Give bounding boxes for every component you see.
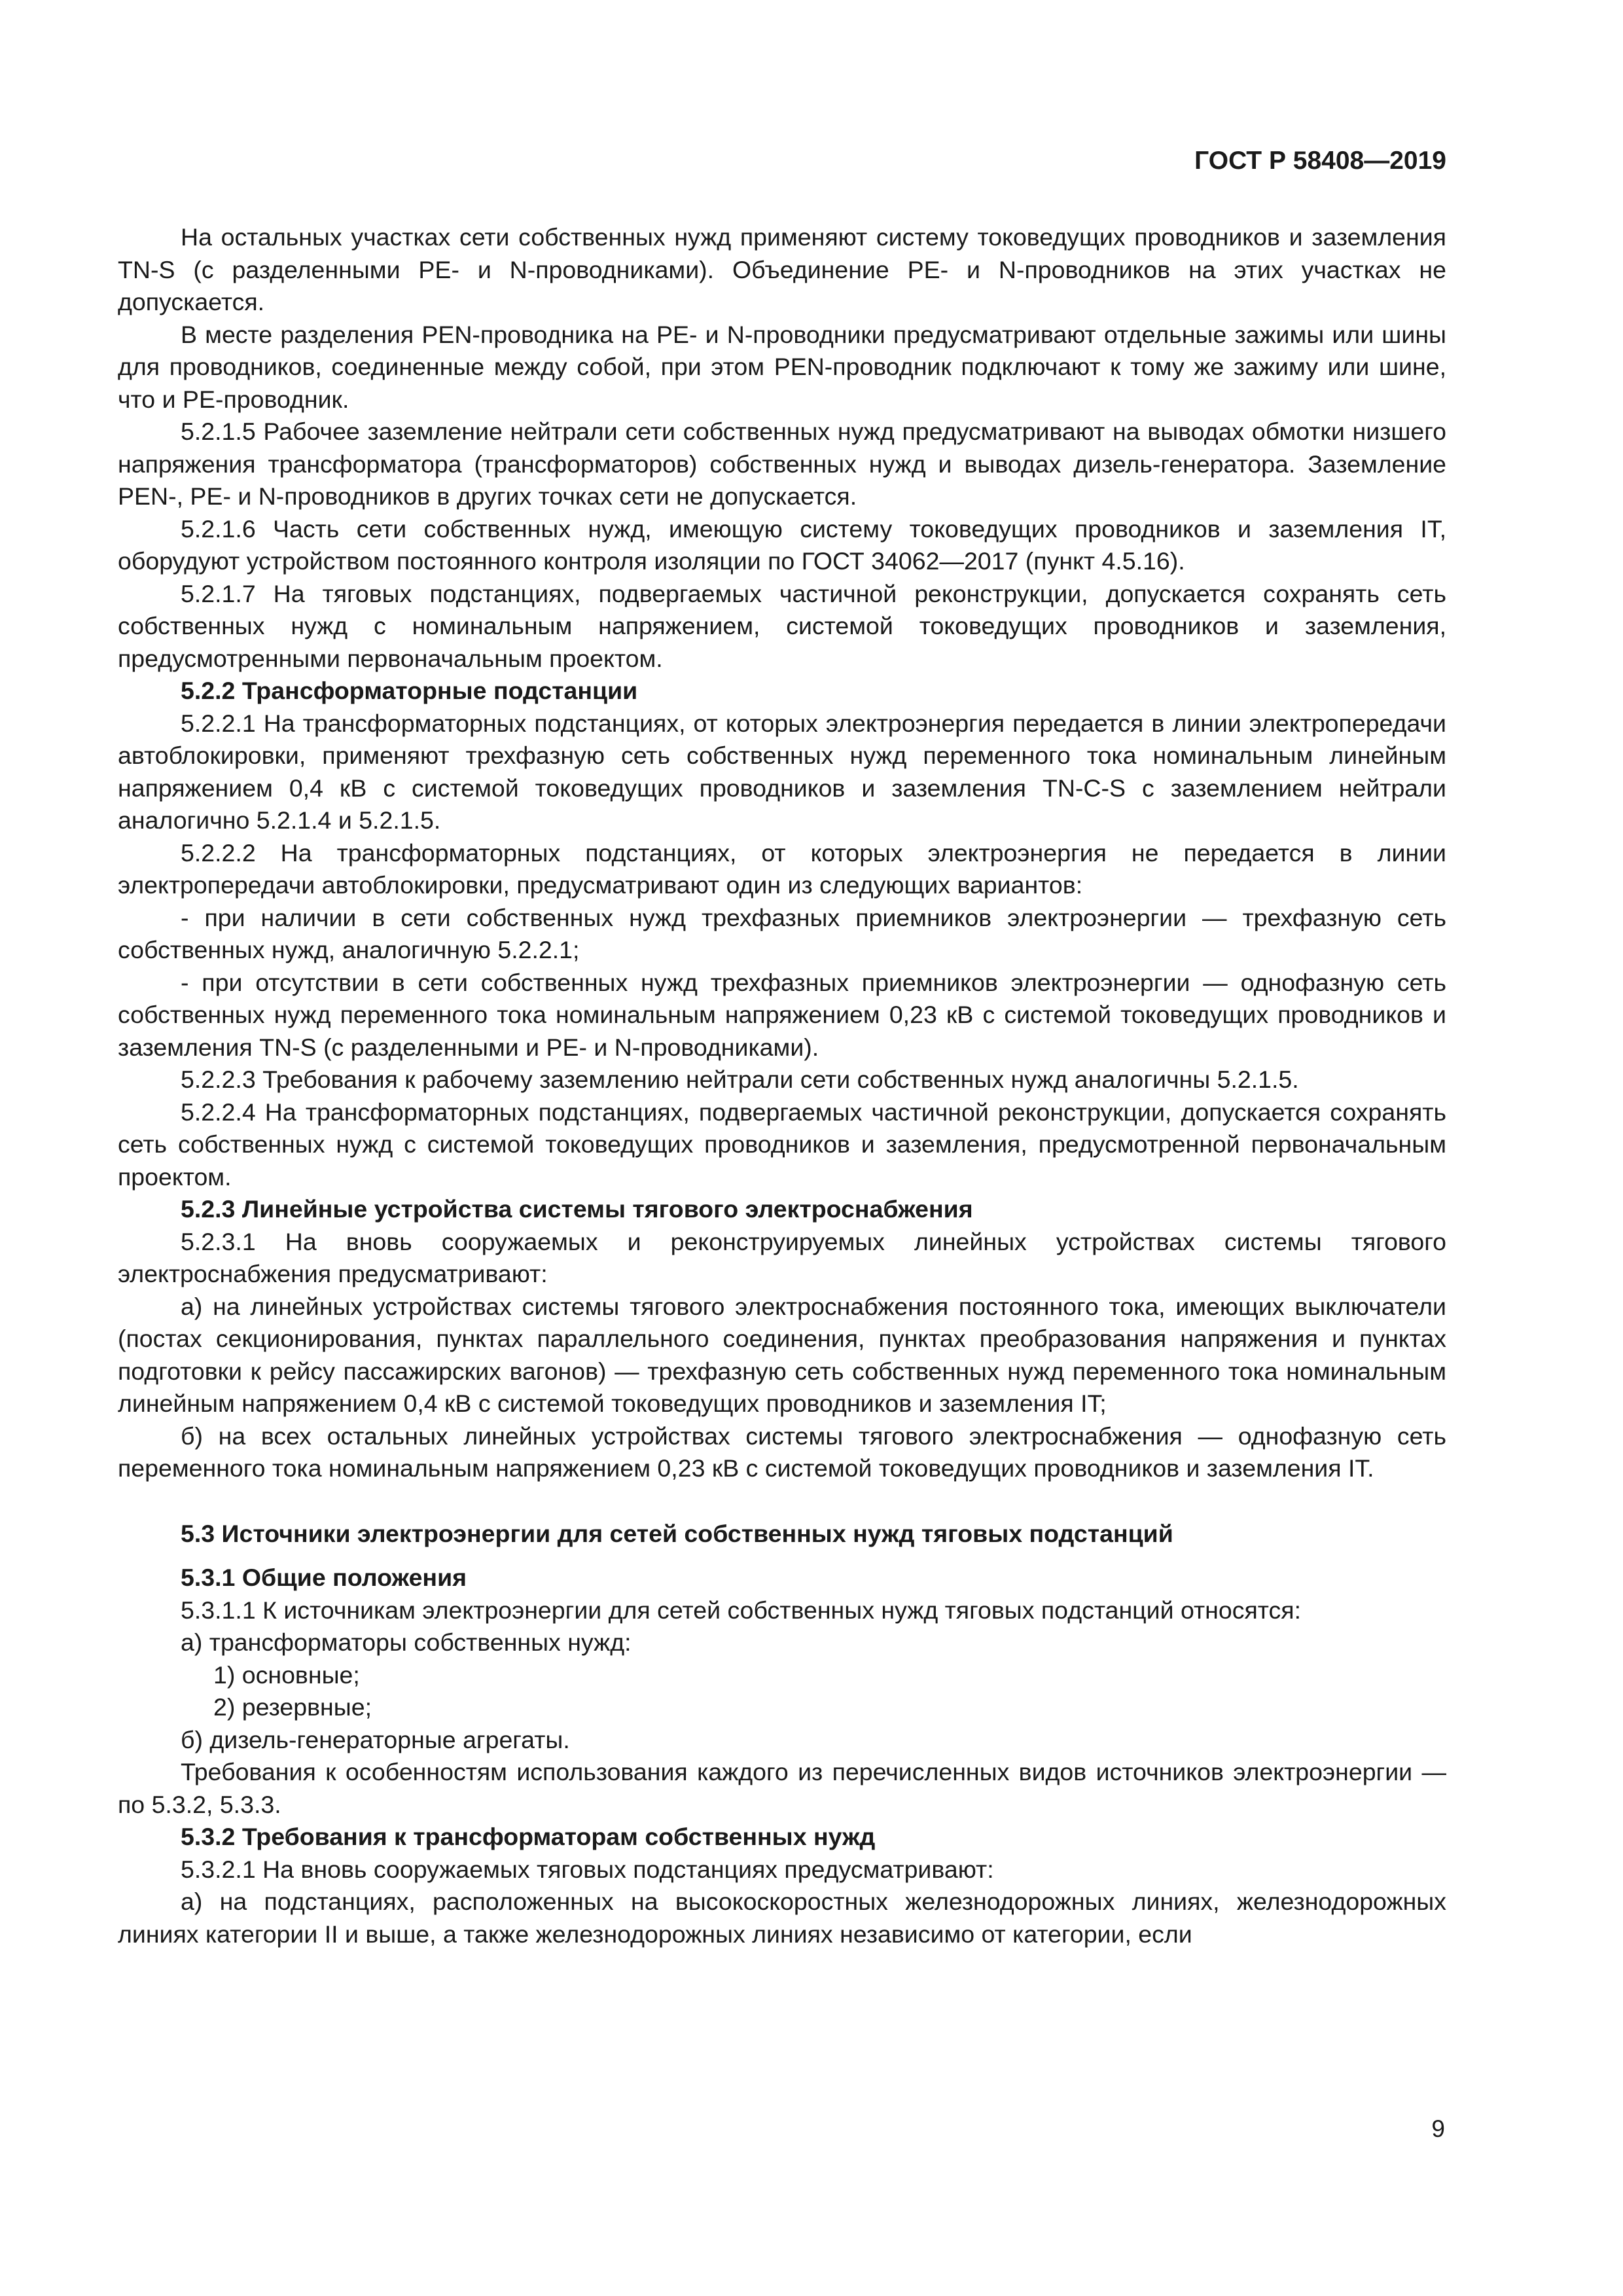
paragraph: 5.2.2.3 Требования к рабочему заземлению нейтрали сети собственных нужд аналогичны 5.2.1.5. bbox=[181, 1066, 1299, 1093]
paragraph: На остальных участках сети собственных нужд применяют систему токоведущих проводников и заземления TN-S (с разделенными PE- и N-проводниками). Объединение PE- и N-проводников на этих участках не допускается. bbox=[118, 223, 1446, 315]
standard-designation: ГОСТ Р 58408—2019 bbox=[1194, 147, 1446, 175]
list-item: - при наличии в сети собственных нужд трехфазных приемников электроэнергии — трехфазную сеть собственных нужд, аналогичную 5.2.2.1; bbox=[118, 903, 1446, 963]
paragraph: 5.2.3.1 На вновь сооружаемых и реконструируемых линейных устройствах системы тягового электроснабжения предусматривают: bbox=[118, 1227, 1446, 1287]
paragraph: 5.2.2.1 На трансформаторных подстанциях, от которых электроэнергия передается в линии электропередачи автоблокировки, применяют трехфазную сеть собственных нужд переменного тока номинальным линейным напряжением 0,4 кВ с системой токоведущих проводников и заземления TN-C-S с заземлением нейтрали аналогично 5.2.1.4 и 5.2.1.5. bbox=[118, 709, 1446, 834]
section-heading: 5.2.3 Линейные устройства системы тягового электроснабжения bbox=[181, 1195, 973, 1223]
list-item: - при отсутствии в сети собственных нужд трехфазных приемников электроэнергии — однофазную сеть собственных нужд переменного тока номинальным напряжением 0,23 кВ с системой токоведущих проводников и заземления TN-S (с разделенными и PE- и N-проводниками). bbox=[118, 968, 1446, 1061]
list-item: а) на линейных устройствах системы тягового электроснабжения постоянного тока, имеющих выключатели (постах секционирования, пунктах параллельного соединения, пунктах преобразования напряжения и пунктах подготовки к рейсу пассажирских вагонов) — трехфазную сеть собственных нужд переменного тока номинальным линейным напряжением 0,4 кВ с системой токоведущих проводников и заземления IT; bbox=[118, 1292, 1446, 1417]
list-subitem: 2) резервные; bbox=[213, 1693, 372, 1721]
section-heading: 5.3 Источники электроэнергии для сетей собственных нужд тяговых подстанций bbox=[181, 1519, 1173, 1547]
list-item: а) трансформаторы собственных нужд: bbox=[181, 1628, 632, 1656]
paragraph: В месте разделения PEN-проводника на PE- и N-проводники предусматривают отдельные зажимы или шины для проводников, соединенные между собой, при этом PEN-проводник подключают к тому же зажиму или шине, что и PE-проводник. bbox=[118, 320, 1446, 413]
paragraph: 5.2.1.6 Часть сети собственных нужд, имеющую систему токоведущих проводников и заземления IT, оборудуют устройством постоянного контроля изоляции по ГОСТ 34062—2017 (пункт 4.5.16). bbox=[118, 514, 1446, 575]
section-heading: 5.2.2 Трансформаторные подстанции bbox=[181, 677, 638, 704]
list-item: б) на всех остальных линейных устройствах системы тягового электроснабжения — однофазную сеть переменного тока номинальным напряжением 0,23 кВ с системой токоведущих проводников и заземления IT. bbox=[118, 1422, 1446, 1482]
paragraph: Требования к особенностям использования каждого из перечисленных видов источников электроэнергии — по 5.3.2, 5.3.3. bbox=[118, 1758, 1446, 1818]
paragraph: 5.3.2.1 На вновь сооружаемых тяговых подстанциях предусматривают: bbox=[181, 1855, 994, 1883]
document-body bbox=[118, 221, 1446, 1950]
page-number: 9 bbox=[1431, 2115, 1445, 2142]
list-subitem: 1) основные; bbox=[213, 1660, 360, 1689]
list-item: а) на подстанциях, расположенных на высокоскоростных железнодорожных линиях, железнодорожных линиях категории II и выше, а также железнодорожных линиях независимо от категории, если bbox=[118, 1888, 1446, 1948]
section-heading: 5.3.1 Общие положения bbox=[181, 1564, 467, 1591]
section-heading: 5.3.2 Требования к трансформаторам собственных нужд bbox=[181, 1823, 876, 1850]
paragraph: 5.2.1.5 Рабочее заземление нейтрали сети собственных нужд предусматривают на выводах обмотки низшего напряжения трансформатора (трансформаторов) собственных нужд и выводах дизель-генератора. Заземление PEN-, PE- и N-проводников в других точках сети не допускается. bbox=[118, 418, 1446, 510]
paragraph: 5.2.2.2 На трансформаторных подстанциях, от которых электроэнергия не передается в линии электропередачи автоблокировки, предусматривают один из следующих вариантов: bbox=[118, 838, 1446, 899]
list-item: б) дизель-генераторные агрегаты. bbox=[181, 1725, 570, 1753]
paragraph: 5.3.1.1 К источникам электроэнергии для сетей собственных нужд тяговых подстанций относятся: bbox=[181, 1596, 1301, 1624]
paragraph: 5.2.2.4 На трансформаторных подстанциях, подвергаемых частичной реконструкции, допускается сохранять сеть собственных нужд с системой токоведущих проводников и заземления, предусмотренной первоначальным проектом. bbox=[118, 1098, 1446, 1191]
paragraph: 5.2.1.7 На тяговых подстанциях, подвергаемых частичной реконструкции, допускается сохранять сеть собственных нужд с номинальным напряжением, системой токоведущих проводников и заземления, предусмотренными первоначальным проектом. bbox=[118, 579, 1446, 672]
